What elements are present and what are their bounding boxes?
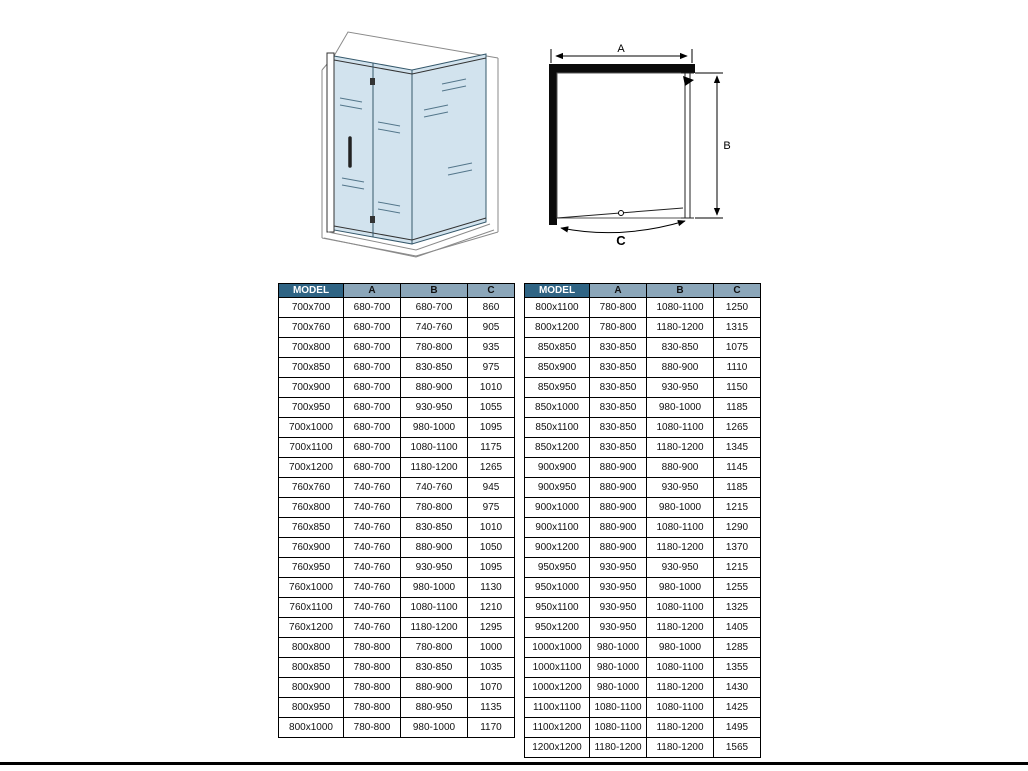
table-row (279, 538, 515, 558)
dimension-cell: 1180-1200 (647, 318, 714, 338)
model-cell: 850x1200 (525, 438, 590, 458)
dimension-cell: 680-700 (344, 318, 401, 338)
dimension-cell: 980-1000 (590, 638, 647, 658)
dimension-cell: 1180-1200 (647, 718, 714, 738)
dimension-cell: 1080-1100 (647, 698, 714, 718)
dimension-cell: 1080-1100 (647, 598, 714, 618)
dimension-cell: 935 (468, 338, 515, 358)
dimension-cell: 740-760 (344, 578, 401, 598)
model-cell: 760x1100 (279, 598, 344, 618)
table-row (279, 498, 515, 518)
dimension-cell: 780-800 (344, 678, 401, 698)
model-cell: 700x850 (279, 358, 344, 378)
column-header-a: A (344, 284, 401, 298)
dimension-cell: 1250 (714, 298, 761, 318)
dimension-cell: 930-950 (590, 578, 647, 598)
table-row (279, 698, 515, 718)
column-header-c: C (468, 284, 515, 298)
table-row (279, 558, 515, 578)
table-row (279, 378, 515, 398)
model-cell: 900x1100 (525, 518, 590, 538)
dimension-cell: 780-800 (590, 318, 647, 338)
dimension-cell: 1135 (468, 698, 515, 718)
dimension-cell: 1080-1100 (590, 698, 647, 718)
dimension-cell: 1080-1100 (647, 418, 714, 438)
model-cell: 700x760 (279, 318, 344, 338)
model-cell: 700x1100 (279, 438, 344, 458)
dimension-cell: 1180-1200 (647, 538, 714, 558)
dimension-cell: 740-760 (344, 478, 401, 498)
table-row (525, 338, 761, 358)
dimension-cell: 780-800 (344, 638, 401, 658)
dimension-cell: 740-760 (401, 478, 468, 498)
dimension-cell: 680-700 (344, 298, 401, 318)
table-row (525, 658, 761, 678)
table-row (525, 538, 761, 558)
model-cell: 760x1000 (279, 578, 344, 598)
header-row (279, 284, 515, 298)
dimension-cell: 740-760 (344, 598, 401, 618)
table-row (525, 438, 761, 458)
dimension-cell: 1055 (468, 398, 515, 418)
dimension-cell: 740-760 (344, 538, 401, 558)
model-cell: 950x1100 (525, 598, 590, 618)
dimension-cell: 980-1000 (401, 718, 468, 738)
model-cell: 900x1000 (525, 498, 590, 518)
dimension-cell: 680-700 (344, 378, 401, 398)
table-row (525, 738, 761, 758)
table-row (279, 398, 515, 418)
dimension-cell: 975 (468, 358, 515, 378)
dimension-label-c: C (616, 233, 626, 248)
table-row (525, 358, 761, 378)
model-cell: 850x900 (525, 358, 590, 378)
column-header-c: C (714, 284, 761, 298)
dimension-cell: 780-800 (401, 338, 468, 358)
model-cell: 760x850 (279, 518, 344, 538)
dimension-cell: 1345 (714, 438, 761, 458)
table-row (525, 598, 761, 618)
dimension-cell: 1215 (714, 498, 761, 518)
model-cell: 800x900 (279, 678, 344, 698)
dimension-cell: 780-800 (344, 718, 401, 738)
dimension-cell: 780-800 (344, 658, 401, 678)
dimension-cell: 930-950 (590, 618, 647, 638)
dimension-cell: 880-900 (401, 378, 468, 398)
dimension-label-b: B (723, 140, 731, 152)
table-row (525, 678, 761, 698)
dimension-cell: 1150 (714, 378, 761, 398)
dimension-cell: 780-800 (590, 298, 647, 318)
dimension-cell: 1180-1200 (590, 738, 647, 758)
dimension-cell: 1010 (468, 518, 515, 538)
dimension-cell: 830-850 (401, 518, 468, 538)
dimension-cell: 980-1000 (401, 418, 468, 438)
dimension-cell: 680-700 (344, 418, 401, 438)
dimension-cell: 1180-1200 (401, 618, 468, 638)
dimension-cell: 1215 (714, 558, 761, 578)
dimension-cell: 1180-1200 (647, 438, 714, 458)
dimension-cell: 830-850 (590, 358, 647, 378)
dimension-cell: 830-850 (401, 658, 468, 678)
dimension-cell: 1180-1200 (647, 618, 714, 638)
dimension-cell: 1210 (468, 598, 515, 618)
dimension-cell: 680-700 (344, 338, 401, 358)
table-row (525, 498, 761, 518)
wall-profile (327, 53, 334, 232)
enclosure-interior (557, 73, 685, 218)
table-row (279, 518, 515, 538)
dimension-cell: 980-1000 (647, 498, 714, 518)
model-cell: 950x950 (525, 558, 590, 578)
dimension-cell: 780-800 (344, 698, 401, 718)
dimension-cell: 1000 (468, 638, 515, 658)
dimension-cell: 1145 (714, 458, 761, 478)
dimension-cell: 830-850 (590, 378, 647, 398)
dimension-cell: 680-700 (344, 358, 401, 378)
dimension-cell: 880-900 (647, 358, 714, 378)
top-view-dimension-diagram (537, 40, 737, 255)
dimension-cell: 980-1000 (590, 658, 647, 678)
dimension-cell: 980-1000 (647, 398, 714, 418)
dimension-cell: 1355 (714, 658, 761, 678)
dimension-cell: 1080-1100 (647, 518, 714, 538)
table-row (525, 718, 761, 738)
dimension-cell: 860 (468, 298, 515, 318)
dimension-cell: 930-950 (401, 558, 468, 578)
table-row (279, 598, 515, 618)
table-row (279, 458, 515, 478)
dimension-cell: 830-850 (590, 438, 647, 458)
model-cell: 700x800 (279, 338, 344, 358)
dimension-cell: 830-850 (590, 418, 647, 438)
dimension-cell: 1080-1100 (647, 658, 714, 678)
dimension-cell: 1095 (468, 558, 515, 578)
model-cell: 800x1100 (525, 298, 590, 318)
model-cell: 900x900 (525, 458, 590, 478)
column-header-b: B (647, 284, 714, 298)
dimension-cell: 1080-1100 (401, 598, 468, 618)
model-cell: 900x1200 (525, 538, 590, 558)
model-cell: 700x1200 (279, 458, 344, 478)
table-row (525, 458, 761, 478)
dimension-cell: 930-950 (401, 398, 468, 418)
table-row (279, 338, 515, 358)
top-wall-profile (549, 64, 695, 73)
model-cell: 1100x1200 (525, 718, 590, 738)
dimension-cell: 780-800 (401, 498, 468, 518)
model-cell: 900x950 (525, 478, 590, 498)
dimension-cell: 780-800 (401, 638, 468, 658)
table-row (525, 558, 761, 578)
dimension-cell: 830-850 (590, 398, 647, 418)
dimension-cell: 740-760 (344, 518, 401, 538)
table-row (525, 518, 761, 538)
model-cell: 1000x1200 (525, 678, 590, 698)
bottom-border-line (0, 762, 1028, 765)
dimension-cell: 880-950 (401, 698, 468, 718)
column-header-model: MODEL (525, 284, 590, 298)
model-cell: 760x760 (279, 478, 344, 498)
dimension-cell: 1070 (468, 678, 515, 698)
dimension-cell: 880-900 (590, 518, 647, 538)
dimension-cell: 1255 (714, 578, 761, 598)
dimension-cell: 1285 (714, 638, 761, 658)
table-row (525, 578, 761, 598)
table-row (279, 298, 515, 318)
table-row (279, 618, 515, 638)
dimension-cell: 980-1000 (590, 678, 647, 698)
column-header-b: B (401, 284, 468, 298)
dimension-cell: 1295 (468, 618, 515, 638)
dimension-cell: 930-950 (590, 598, 647, 618)
table-row (525, 698, 761, 718)
model-cell: 800x800 (279, 638, 344, 658)
dimension-cell: 1370 (714, 538, 761, 558)
dimension-cell: 1035 (468, 658, 515, 678)
model-cell: 1000x1000 (525, 638, 590, 658)
dimension-cell: 930-950 (647, 558, 714, 578)
dimension-cell: 1130 (468, 578, 515, 598)
table-row (525, 478, 761, 498)
door-hinge-point (619, 211, 624, 216)
dimension-cell: 930-950 (647, 478, 714, 498)
dimension-cell: 1405 (714, 618, 761, 638)
model-cell: 950x1000 (525, 578, 590, 598)
dimension-cell: 1080-1100 (647, 298, 714, 318)
table-row (525, 298, 761, 318)
dimension-cell: 945 (468, 478, 515, 498)
table-row (279, 478, 515, 498)
model-cell: 800x1200 (525, 318, 590, 338)
dimension-cell: 1425 (714, 698, 761, 718)
table-row (279, 678, 515, 698)
model-cell: 760x1200 (279, 618, 344, 638)
table-row (279, 318, 515, 338)
dimension-cell: 930-950 (647, 378, 714, 398)
dimension-cell: 1175 (468, 438, 515, 458)
dimension-cell: 740-760 (344, 618, 401, 638)
model-cell: 700x700 (279, 298, 344, 318)
dimension-cell: 880-900 (590, 458, 647, 478)
dimension-cell: 1170 (468, 718, 515, 738)
isometric-shower-enclosure-diagram (282, 26, 507, 266)
table-row (279, 658, 515, 678)
dimension-cell: 1185 (714, 478, 761, 498)
dimension-cell: 1110 (714, 358, 761, 378)
table-row (525, 378, 761, 398)
dimension-cell: 1265 (714, 418, 761, 438)
dimension-cell: 740-760 (344, 558, 401, 578)
dimension-cell: 680-700 (344, 398, 401, 418)
dimension-cell: 680-700 (344, 458, 401, 478)
model-cell: 760x900 (279, 538, 344, 558)
column-header-model: MODEL (279, 284, 344, 298)
model-cell: 950x1200 (525, 618, 590, 638)
table-row (525, 618, 761, 638)
dimension-cell: 880-900 (590, 498, 647, 518)
dimension-cell: 1430 (714, 678, 761, 698)
dimension-cell: 880-900 (401, 678, 468, 698)
model-cell: 700x1000 (279, 418, 344, 438)
dimension-cell: 830-850 (401, 358, 468, 378)
table-row (525, 638, 761, 658)
door-swing-arc (561, 221, 685, 233)
model-cell: 800x850 (279, 658, 344, 678)
dimension-cell: 975 (468, 498, 515, 518)
header-row (525, 284, 761, 298)
dimension-cell: 880-900 (590, 478, 647, 498)
dimension-cell: 1010 (468, 378, 515, 398)
dimension-cell: 980-1000 (401, 578, 468, 598)
dimension-table-left (278, 283, 515, 738)
table-row (279, 638, 515, 658)
model-cell: 800x950 (279, 698, 344, 718)
dimension-cell: 1315 (714, 318, 761, 338)
dimension-cell: 830-850 (647, 338, 714, 358)
dimension-cell: 1290 (714, 518, 761, 538)
dimension-cell: 930-950 (590, 558, 647, 578)
dimension-cell: 1180-1200 (647, 678, 714, 698)
dimension-cell: 1080-1100 (590, 718, 647, 738)
model-cell: 700x900 (279, 378, 344, 398)
table-row (279, 578, 515, 598)
model-cell: 850x1000 (525, 398, 590, 418)
dimension-cell: 880-900 (590, 538, 647, 558)
dimension-cell: 880-900 (647, 458, 714, 478)
dimension-cell: 740-760 (344, 498, 401, 518)
dimension-cell: 980-1000 (647, 578, 714, 598)
dimension-cell: 1180-1200 (647, 738, 714, 758)
dimension-cell: 1185 (714, 398, 761, 418)
dimension-cell: 905 (468, 318, 515, 338)
dimension-cell: 680-700 (401, 298, 468, 318)
model-cell: 850x850 (525, 338, 590, 358)
dimension-label-a: A (617, 43, 625, 55)
column-header-a: A (590, 284, 647, 298)
dimension-cell: 680-700 (344, 438, 401, 458)
dimension-cell: 1095 (468, 418, 515, 438)
model-cell: 1100x1100 (525, 698, 590, 718)
model-cell: 760x800 (279, 498, 344, 518)
dimension-cell: 1565 (714, 738, 761, 758)
model-cell: 700x950 (279, 398, 344, 418)
dimension-cell: 980-1000 (647, 638, 714, 658)
dimension-cell: 880-900 (401, 538, 468, 558)
dimension-cell: 740-760 (401, 318, 468, 338)
dimension-cell: 1050 (468, 538, 515, 558)
model-cell: 1200x1200 (525, 738, 590, 758)
model-cell: 760x950 (279, 558, 344, 578)
table-row (525, 398, 761, 418)
dimension-cell: 1325 (714, 598, 761, 618)
dimension-cell: 1180-1200 (401, 458, 468, 478)
model-cell: 850x950 (525, 378, 590, 398)
dimension-cell: 1075 (714, 338, 761, 358)
dimension-table-right (524, 283, 761, 758)
dimension-cell: 1265 (468, 458, 515, 478)
dimension-cell: 830-850 (590, 338, 647, 358)
table-row (279, 438, 515, 458)
dimension-cell: 1080-1100 (401, 438, 468, 458)
model-cell: 850x1100 (525, 418, 590, 438)
model-cell: 800x1000 (279, 718, 344, 738)
left-wall-profile (549, 64, 557, 225)
table-row (279, 358, 515, 378)
table-row (279, 418, 515, 438)
table-row (525, 318, 761, 338)
model-cell: 1000x1100 (525, 658, 590, 678)
dimension-cell: 1495 (714, 718, 761, 738)
table-row (279, 718, 515, 738)
table-row (525, 418, 761, 438)
